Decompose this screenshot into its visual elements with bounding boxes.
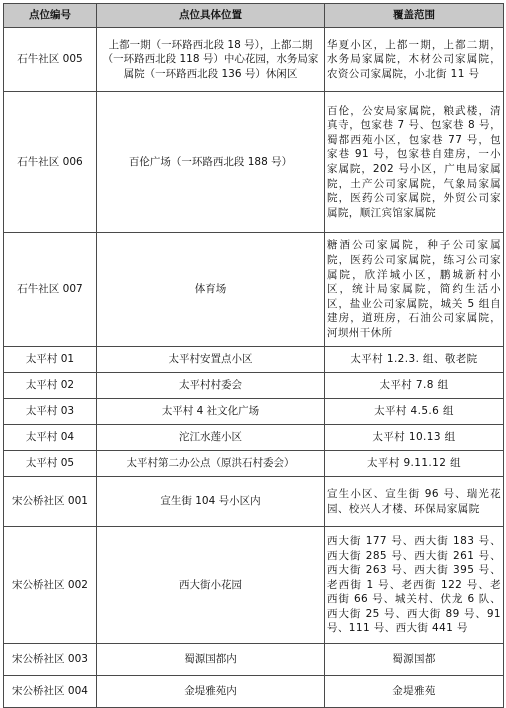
table-row [4,527,504,644]
point-id: 宋公桥社区 002 [4,527,97,644]
point-location: 上都一期（一环路西北段 18 号），上都二期（一环路西北段 118 号）中心花园，水务局家属院（一环路西北段 136 号）休闲区 [97,28,325,92]
table-row [4,347,504,373]
coverage-area: 华夏小区，上都一期，上都二期，水务局家属院，木材公司家属院，农资公司家属院，小北街 11 号 [325,28,504,92]
point-id: 太平村 02 [4,373,97,399]
header-id: 点位编号 [4,4,97,28]
table-row [4,233,504,347]
table-row [4,373,504,399]
point-location: 西大街小花园 [97,527,325,644]
coverage-area: 太平村 9.11.12 组 [325,451,504,477]
point-id: 石牛社区 005 [4,28,97,92]
coverage-area: 太平村 4.5.6 组 [325,399,504,425]
table-row [4,425,504,451]
point-location: 沱江水莲小区 [97,425,325,451]
point-location: 太平村村委会 [97,373,325,399]
table-row [4,399,504,425]
table-row [4,92,504,233]
header-row [4,4,504,28]
point-id: 宋公桥社区 001 [4,477,97,527]
coverage-area: 太平村 10.13 组 [325,425,504,451]
coverage-area: 糖酒公司家属院，种子公司家属院，医药公司家属院，练习公司家属院，欣洋城小区，鹏城新村小区，统计局家属院，简约生活小区，盐业公司家属院，城关 5 组自建房，道班房，石油公司家属院，河坝州干休所 [325,233,504,347]
coverage-table [3,3,504,708]
point-location: 太平村第二办公点（原洪石村委会） [97,451,325,477]
point-id: 宋公桥社区 003 [4,644,97,676]
table-row [4,28,504,92]
point-location: 体育场 [97,233,325,347]
point-id: 太平村 01 [4,347,97,373]
point-id: 太平村 04 [4,425,97,451]
header-location: 点位具体位置 [97,4,325,28]
point-id: 太平村 03 [4,399,97,425]
point-location: 宣生街 104 号小区内 [97,477,325,527]
point-id: 石牛社区 007 [4,233,97,347]
coverage-area: 西大街 177 号、西大街 183 号、西大街 285 号、西大街 261 号、西大街 263 号、西大街 395 号、老西街 1 号、老西街 122 号、老西街 66 号、城关村、伏龙 6 队、西大街 25 号、西大街 89 号、91 号、111 号、西大街 441 号 [325,527,504,644]
coverage-area: 百伦，公安局家属院，粮武楼，清真寺，包家巷 7 号、包家巷 8 号，蜀都西苑小区，包家巷 77 号，包家巷 91 号，包家巷自建房，一小家属院，202 号小区，广电局家属院，土产公司家属院，气象局家属院，医药公司家属院，外贸公司家属院，顺江宾馆家属院 [325,92,504,233]
table-row [4,451,504,477]
coverage-area: 宣生小区、宣生街 96 号、瑞光花园、校兴人才楼、环保局家属院 [325,477,504,527]
table-row [4,644,504,676]
point-location: 太平村 4 社文化广场 [97,399,325,425]
point-location: 太平村安置点小区 [97,347,325,373]
point-location: 金堤雅苑内 [97,676,325,708]
point-location: 蜀源国都内 [97,644,325,676]
point-id: 宋公桥社区 004 [4,676,97,708]
coverage-area: 太平村 7.8 组 [325,373,504,399]
coverage-area: 金堤雅苑 [325,676,504,708]
table-row [4,676,504,708]
coverage-area: 蜀源国都 [325,644,504,676]
point-location: 百伦广场（一环路西北段 188 号） [97,92,325,233]
coverage-area: 太平村 1.2.3. 组、敬老院 [325,347,504,373]
point-id: 石牛社区 006 [4,92,97,233]
table-row [4,477,504,527]
header-coverage: 覆盖范围 [325,4,504,28]
point-id: 太平村 05 [4,451,97,477]
